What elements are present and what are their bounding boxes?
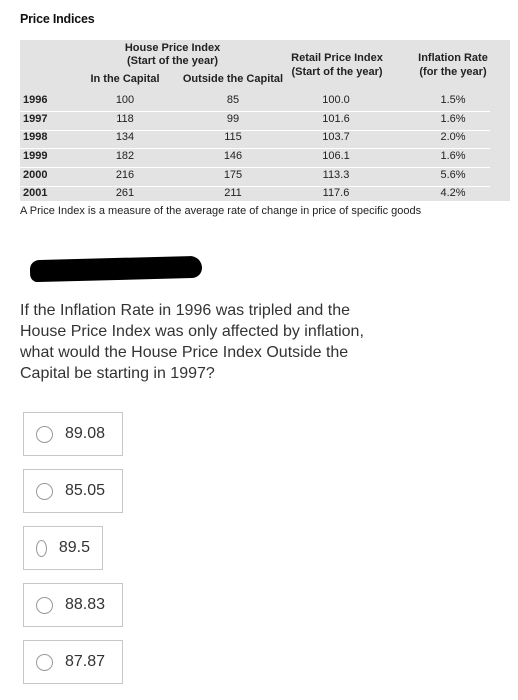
table-row-year: 2001 [23, 187, 48, 199]
row-divider [20, 148, 490, 149]
answer-option[interactable] [23, 412, 123, 456]
row-divider [20, 111, 490, 112]
header-retail-price-index: Retail Price Index [291, 52, 383, 64]
table-cell-inflation: 1.6% [440, 113, 466, 125]
table-cell-capital: 261 [115, 187, 135, 199]
answer-option-label: 88.83 [65, 596, 106, 613]
table-cell-retail: 113.3 [322, 169, 350, 181]
radio-button-icon[interactable] [36, 597, 53, 614]
table-cell-outside: 99 [226, 113, 240, 125]
header-house-price-index: House Price Index [124, 42, 221, 54]
table-cell-retail: 106.1 [322, 150, 350, 162]
header-inflation-rate: Inflation Rate [418, 52, 488, 64]
table-cell-retail: 103.7 [322, 131, 350, 143]
footnote: A Price Index is a measure of the average rate of change in price of specific goods [20, 205, 422, 217]
table-cell-retail: 100.0 [322, 94, 350, 106]
header-outside-capital: Outside the Capital [182, 73, 284, 85]
radio-button-icon[interactable] [36, 654, 53, 671]
table-cell-inflation: 5.6% [440, 169, 466, 181]
table-row-year: 1996 [23, 94, 48, 106]
radio-button-icon[interactable] [36, 540, 47, 557]
table-cell-inflation: 2.0% [440, 131, 466, 143]
table-row-year: 1999 [23, 150, 48, 162]
radio-button-icon[interactable] [36, 483, 53, 500]
figure-title: Price Indices [20, 12, 95, 26]
table-cell-capital: 182 [115, 150, 135, 162]
answer-option-label: 85.05 [65, 482, 106, 499]
radio-button-icon[interactable] [36, 426, 53, 443]
table-cell-capital: 216 [115, 169, 135, 181]
answer-option[interactable] [23, 583, 123, 627]
table-row-year: 1997 [23, 113, 48, 125]
table-cell-capital: 100 [115, 94, 135, 106]
table-cell-inflation: 1.5% [440, 94, 466, 106]
answer-option-label: 89.08 [65, 425, 106, 442]
answer-option[interactable] [23, 469, 123, 513]
answer-option-label: 89.5 [58, 539, 90, 556]
table-cell-capital: 118 [116, 113, 134, 125]
table-cell-outside: 146 [223, 150, 243, 162]
header-in-capital: In the Capital [90, 73, 160, 85]
table-row-year: 2000 [23, 169, 48, 181]
header-house-start: (Start of the year) [126, 55, 219, 67]
table-cell-inflation: 4.2% [440, 187, 466, 199]
table-row-year: 1998 [23, 131, 48, 143]
table-cell-inflation: 1.6% [440, 150, 466, 162]
table-cell-outside: 175 [223, 169, 243, 181]
table-cell-outside: 115 [224, 131, 242, 143]
price-indices-table [20, 40, 510, 201]
table-cell-capital: 134 [115, 131, 135, 143]
table-cell-outside: 85 [226, 94, 240, 106]
redacted-mark [30, 256, 203, 282]
question-text: If the Inflation Rate in 1996 was tripled and the House Price Index was only affected by inflation, what would the House Price Index Outside the Capital be starting in 1997? [20, 302, 364, 382]
answer-option[interactable] [23, 526, 103, 570]
row-divider [20, 167, 490, 168]
answer-option[interactable] [23, 640, 123, 684]
table-cell-outside: 211 [224, 187, 242, 199]
table-cell-retail: 101.6 [322, 113, 350, 125]
header-retail-start: (Start of the year) [291, 66, 383, 78]
header-inflation-for: (for the year) [419, 66, 487, 78]
table-cell-retail: 117.6 [322, 187, 350, 199]
answer-option-label: 87.87 [65, 653, 106, 670]
